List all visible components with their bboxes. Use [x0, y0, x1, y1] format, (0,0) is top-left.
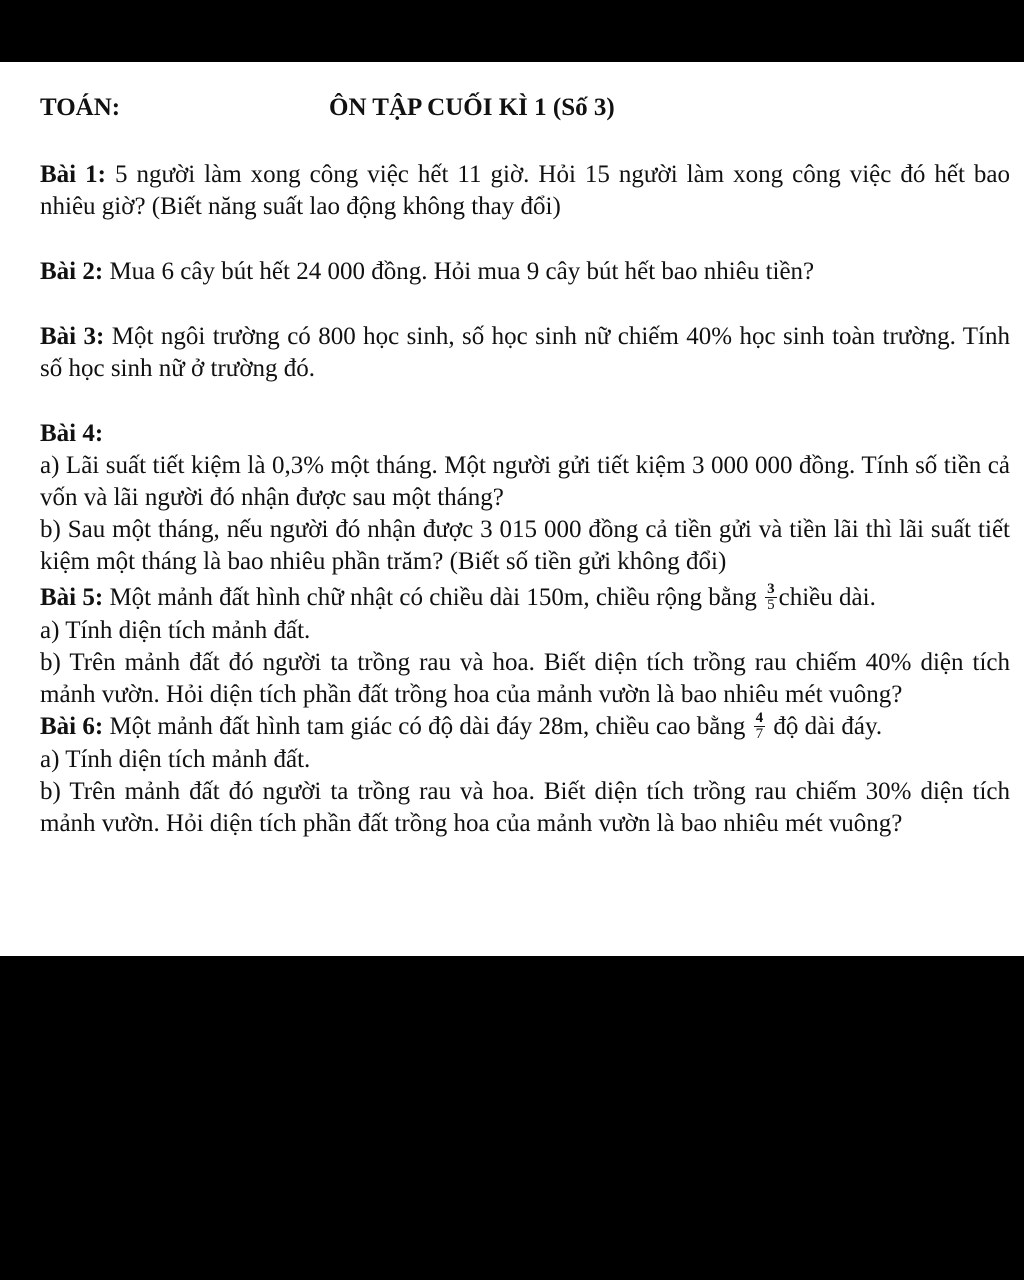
problem-6-label: Bài 6:	[40, 712, 104, 740]
problem-6b: b) Trên mảnh đất đó người ta trồng rau và hoa. Biết diện tích trồng rau chiếm 30% diện tích mảnh vườn. Hỏi diện tích phần đất trồng hoa của mảnh vườn là bao nhiêu mét vuông?	[40, 777, 1010, 837]
problem-5-text-before: Một mảnh đất hình chữ nhật có chiều dài 150m, chiều rộng bằng	[103, 584, 757, 611]
problem-1-text: 5 người làm xong công việc hết 11 giờ. Hỏi 15 người làm xong công việc đó hết bao nhiêu giờ? (Biết năng suất lao động không thay đổi)	[40, 161, 1010, 220]
problem-2-label: Bài 2:	[40, 258, 104, 285]
problem-6-text-after: độ dài đáy.	[773, 712, 883, 740]
fraction-three-fifths	[765, 582, 777, 613]
fraction-four-sevenths	[754, 711, 766, 742]
problem-4a: a) Lãi suất tiết kiệm là 0,3% một tháng. Một người gửi tiết kiệm 3 000 000 đồng. Tính số tiền cả vốn và lãi người đó nhận được sau một tháng?	[40, 452, 1010, 511]
problem-5-label: Bài 5:	[40, 584, 104, 611]
problem-1-label: Bài 1:	[40, 161, 106, 188]
problem-6-text-before: Một mảnh đất hình tam giác có độ dài đáy 28m, chiều cao bằng	[103, 712, 746, 740]
problem-5-text-after: chiều dài.	[778, 584, 876, 611]
worksheet-header	[40, 86, 1010, 126]
problem-2-text: Mua 6 cây bút hết 24 000 đồng. Hỏi mua 9 cây bút hết bao nhiêu tiền?	[103, 258, 815, 285]
subject-label: TOÁN:	[40, 94, 121, 121]
problem-4-label-line	[40, 418, 1010, 450]
top-black-bar	[0, 0, 1024, 62]
problem-3-text: Một ngôi trường có 800 học sinh, số học sinh nữ chiếm 40% học sinh toàn trường. Tính số học sinh nữ ở trường đó.	[40, 323, 1011, 382]
problem-5b: b) Trên mảnh đất đó người ta trồng rau và hoa. Biết diện tích trồng rau chiếm 40% diện tích mảnh vườn. Hỏi diện tích phần đất trồng hoa của mảnh vườn là bao nhiêu mét vuông?	[40, 648, 1010, 708]
problem-5	[40, 582, 1010, 615]
problem-6	[40, 711, 1010, 744]
fraction-numerator: 3	[767, 580, 775, 597]
problem-4b: b) Sau một tháng, nếu người đó nhận được 3 015 000 đồng cả tiền gửi và tiền lãi thì lãi suất tiết kiệm một tháng là bao nhiêu phần trăm? (Biết số tiền gửi không đổi)	[40, 516, 1010, 575]
problem-1	[40, 159, 1010, 223]
problem-6a: a) Tính diện tích mảnh đất.	[40, 745, 311, 773]
fraction-denominator: 5	[767, 596, 775, 613]
worksheet-title: ÔN TẬP CUỐI KÌ 1 (Số 3)	[329, 94, 615, 121]
worksheet-page	[0, 62, 1024, 956]
problem-3	[40, 321, 1010, 385]
fraction-numerator: 4	[755, 709, 764, 726]
problem-4-label: Bài 4:	[40, 420, 104, 447]
bottom-black-area	[0, 956, 1024, 1280]
problem-2	[40, 256, 1010, 288]
fraction-denominator: 7	[755, 725, 764, 742]
problem-5a: a) Tính diện tích mảnh đất.	[40, 616, 311, 644]
problem-3-label: Bài 3:	[40, 323, 105, 350]
